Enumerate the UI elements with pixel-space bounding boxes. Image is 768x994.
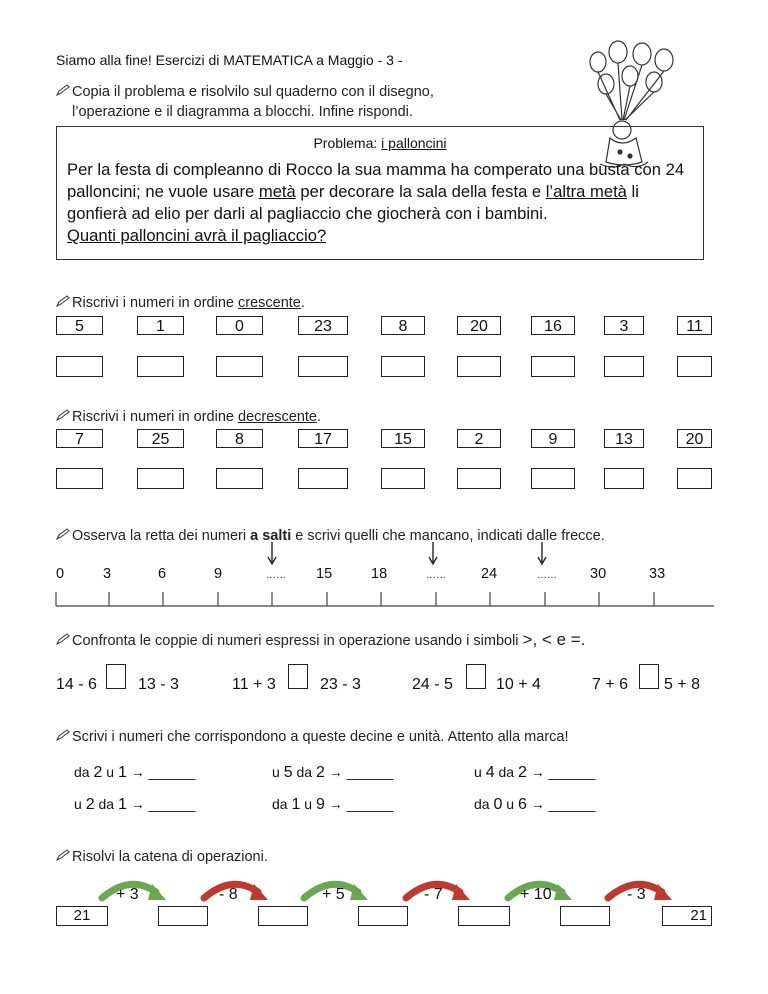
compare-answer-box[interactable] [639,664,659,689]
number-line-label: 9 [214,566,223,582]
compare-left: 24 - 5 [412,676,453,693]
ex2-number: 1 [137,316,184,335]
ex3-answer-box[interactable] [137,468,184,489]
down-arrow-icon [267,542,277,566]
chain-answer-box[interactable] [358,906,408,926]
chain-operation: - 8 [219,886,238,903]
number-line-blank[interactable]: …… [266,570,286,581]
ex3-number: 2 [457,429,501,448]
chain-operation: - 7 [424,886,443,903]
ex2-answer-box[interactable] [216,356,263,377]
ex3-answer-box[interactable] [604,468,644,489]
chain-answer-box[interactable] [158,906,208,926]
ex3-number: 15 [381,429,425,448]
ex7-instruction: Risolvi la catena di operazioni. [56,849,268,865]
pencil-icon [56,409,70,425]
tens-units-item[interactable]: da 1 u 9 → ______ [272,796,394,813]
pencil-icon [56,633,70,649]
compare-answer-box[interactable] [288,664,308,689]
chain-answer-box[interactable] [560,906,610,926]
ex2-number: 5 [56,316,103,335]
problem-box [56,126,704,260]
number-line-label: 24 [481,566,498,582]
ex3-number: 8 [216,429,263,448]
ex2-number: 11 [677,316,712,335]
ex6-instruction: Scrivi i numeri che corrispondono a queste decine e unità. Attento alla marca! [56,729,569,745]
ex2-answer-box[interactable] [298,356,348,377]
number-line-label: 15 [316,566,333,582]
ex2-instruction: Riscrivi i numeri in ordine crescente. [56,295,305,311]
chain-arrows [90,870,690,910]
chain-operation: - 3 [627,886,646,903]
number-line [50,586,716,610]
tens-units-item[interactable]: u 5 da 2 → ______ [272,764,394,781]
ex2-number: 3 [604,316,644,335]
ex3-number: 9 [531,429,575,448]
ex3-answer-box[interactable] [298,468,348,489]
compare-answer-box[interactable] [466,664,486,689]
number-line-label: 18 [371,566,388,582]
ex3-number: 13 [604,429,644,448]
ex3-number: 20 [677,429,712,448]
tens-units-item[interactable]: u 4 da 2 → ______ [474,764,596,781]
compare-left: 7 + 6 [592,676,629,693]
ex3-answer-box[interactable] [677,468,712,489]
compare-right: 5 + 8 [664,676,701,693]
chain-operation: + 5 [322,886,345,903]
chain-answer-box[interactable] [458,906,510,926]
page-title: Siamo alla fine! Esercizi di MATEMATICA a Maggio - 3 - [56,52,403,68]
ex2-number: 20 [457,316,501,335]
down-arrow-icon [428,542,438,566]
problem-question: Quanti palloncini avrà il pagliaccio? [67,226,327,245]
ex3-answer-box[interactable] [216,468,263,489]
ex2-answer-box[interactable] [457,356,501,377]
chain-operation: + 10 [520,886,552,903]
ex2-answer-box[interactable] [604,356,644,377]
number-line-blank[interactable]: …… [426,570,446,581]
ex2-answer-box[interactable] [531,356,575,377]
ex3-number: 17 [298,429,348,448]
pencil-icon [56,528,70,544]
tens-units-item[interactable]: u 2 da 1 → ______ [74,796,196,813]
ex2-answer-box[interactable] [137,356,184,377]
ex2-number: 16 [531,316,575,335]
pencil-icon [56,84,70,100]
number-line-label: 33 [649,566,666,582]
ex3-answer-box[interactable] [381,468,425,489]
ex3-number: 25 [137,429,184,448]
ex3-answer-box[interactable] [56,468,103,489]
compare-answer-box[interactable] [106,664,126,689]
compare-left: 14 - 6 [56,676,97,693]
ex2-number: 8 [381,316,425,335]
ex3-answer-box[interactable] [531,468,575,489]
compare-left: 11 + 3 [232,676,276,693]
ex1-instruction-line2: l’operazione e il diagramma a blocchi. Infine rispondi. [72,104,413,120]
ex2-answer-box[interactable] [56,356,103,377]
ex4-instruction: Osserva la retta dei numeri a salti e scrivi quelli che mancano, indicati dalle frecce. [56,528,605,544]
compare-right: 10 + 4 [496,676,541,693]
ex2-number: 0 [216,316,263,335]
tens-units-item[interactable]: da 2 u 1 → ______ [74,764,196,781]
compare-right: 23 - 3 [320,676,361,693]
compare-right: 13 - 3 [138,676,179,693]
ex3-number: 7 [56,429,103,448]
ex2-answer-box[interactable] [677,356,712,377]
number-line-blank[interactable]: …… [537,570,557,581]
chain-start-value: 21 [56,906,108,926]
ex5-instruction: Confronta le coppie di numeri espressi in operazione usando i simboli >, < e =. [56,630,585,650]
problem-heading: Problema: i palloncini [313,135,447,151]
pencil-icon [56,295,70,311]
ex2-answer-box[interactable] [381,356,425,377]
pencil-icon [56,729,70,745]
chain-end-value: 21 [662,906,712,926]
ex3-answer-box[interactable] [457,468,501,489]
number-line-label: 6 [158,566,167,582]
problem-text: Per la festa di compleanno di Rocco la sua mamma ha comperato una busta con 24 palloncini; ne vuole usare metà per decorare la sala della festa e l’altra metà li gonfierà ad elio per darli al pagliaccio che giocherà con i bambini. Quanti palloncini avrà il pagliaccio? [67,160,685,245]
chain-operation: + 3 [116,886,139,903]
ex1-instruction-line1: Copia il problema e risolvilo sul quaderno con il disegno, [56,84,434,100]
down-arrow-icon [537,542,547,566]
chain-answer-box[interactable] [258,906,308,926]
number-line-label: 30 [590,566,607,582]
number-line-label: 3 [103,566,112,582]
ex2-number: 23 [298,316,348,335]
ex3-instruction: Riscrivi i numeri in ordine decrescente. [56,409,321,425]
pencil-icon [56,849,70,865]
tens-units-item[interactable]: da 0 u 6 → ______ [474,796,596,813]
number-line-label: 0 [56,566,65,582]
